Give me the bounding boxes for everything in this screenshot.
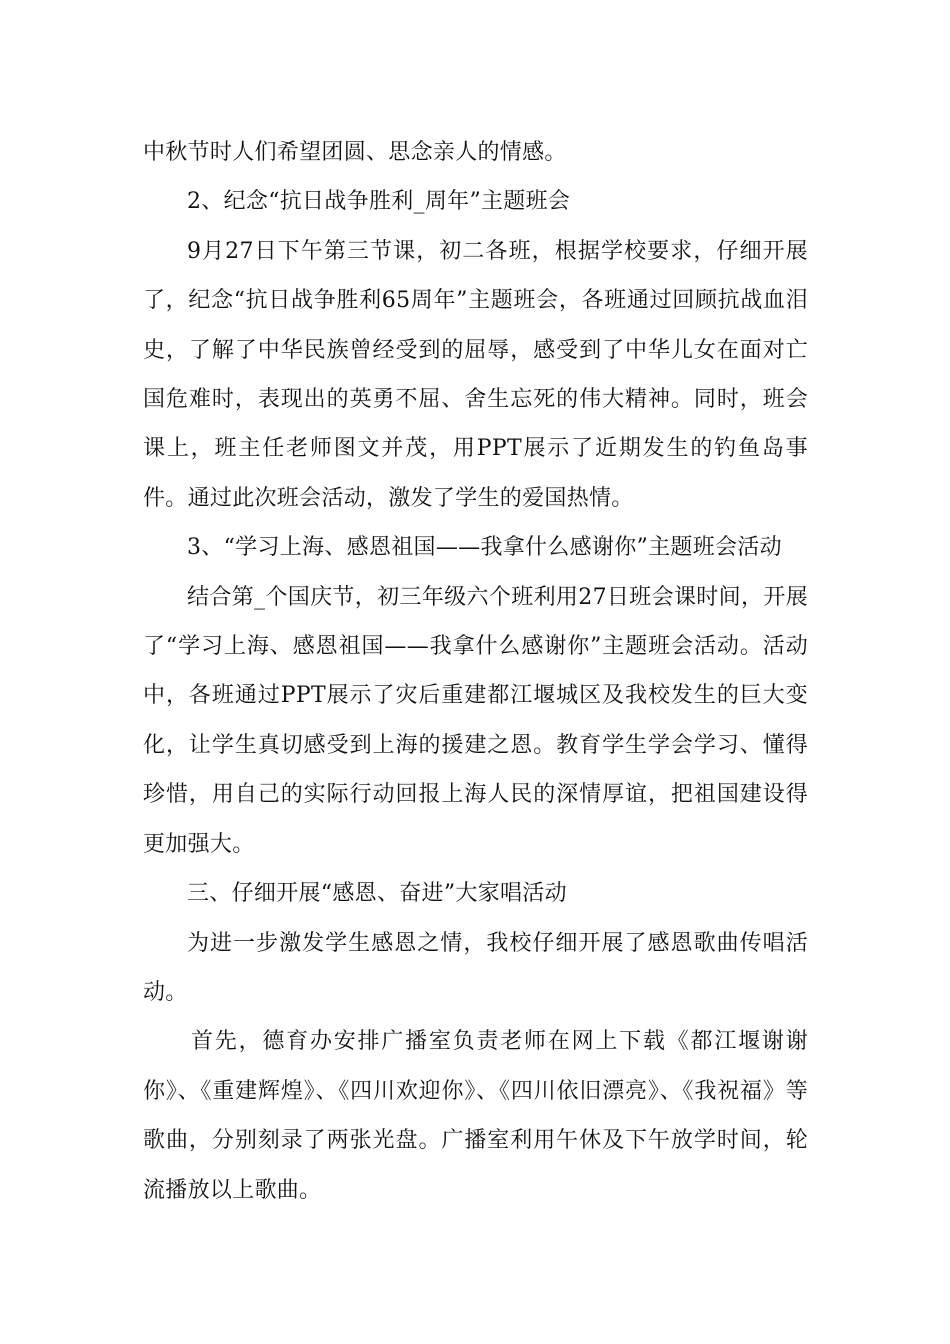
paragraph-intro-continuation: 中秋节时人们希望团圆、思念亲人的情感。 [143,140,567,165]
section-heading-singing-activity: 三、仔细开展“感恩、奋进”大家唱活动 [187,881,567,907]
section-heading-anniversary-meeting: 2、纪念“抗日战争胜利_周年”主题班会 [187,189,571,215]
paragraph-shanghai-meeting: 结合第_个国庆节，初三年级六个班利用27日班会课时间，开展了“学习上海、感恩祖国——我拿什么感谢你”主题班会活动。活动中，各班通过PPT展示了灾后重建都江堰城区及我校发生的巨大变化，让学生真切感受到上海的援建之恩。教育学生学会学习、懂得珍惜，用自己的实际行动回报上海人民的深情厚谊，把祖国建设得更加强大。 [143,584,808,857]
paragraph-singing-intro: 为进一步激发学生感恩之情，我校仔细开展了感恩歌曲传唱活动。 [143,930,808,1005]
section-heading-shanghai-meeting: 3、“学习上海、感恩祖国——我拿什么感谢你”主题班会活动 [187,535,782,561]
paragraph-anniversary-meeting: 9月27日下午第三节课，初二各班，根据学校要求，仔细开展了，纪念“抗日战争胜利65周年”主题班会，各班通过回顾抗战血泪史，了解了中华民族曾经受到的屈辱，感受到了中华儿女在面对亡国危难时，表现出的英勇不屈、舍生忘死的伟大精神。同时，班会课上，班主任老师图文并茂，用PPT展示了近期发生的钓鱼岛事件。通过此次班会活动，激发了学生的爱国热情。 [143,238,808,511]
paragraph-broadcast-songs: 首先，德育办安排广播室负责老师在网上下载《都江堰谢谢你》、《重建辉煌》、《四川欢迎你》、《四川依旧漂亮》、《我祝福》等歌曲，分别刻录了两张光盘。广播室利用午休及下午放学时间，轮流播放以上歌曲。 [143,1029,808,1203]
document-body [143,128,808,1215]
